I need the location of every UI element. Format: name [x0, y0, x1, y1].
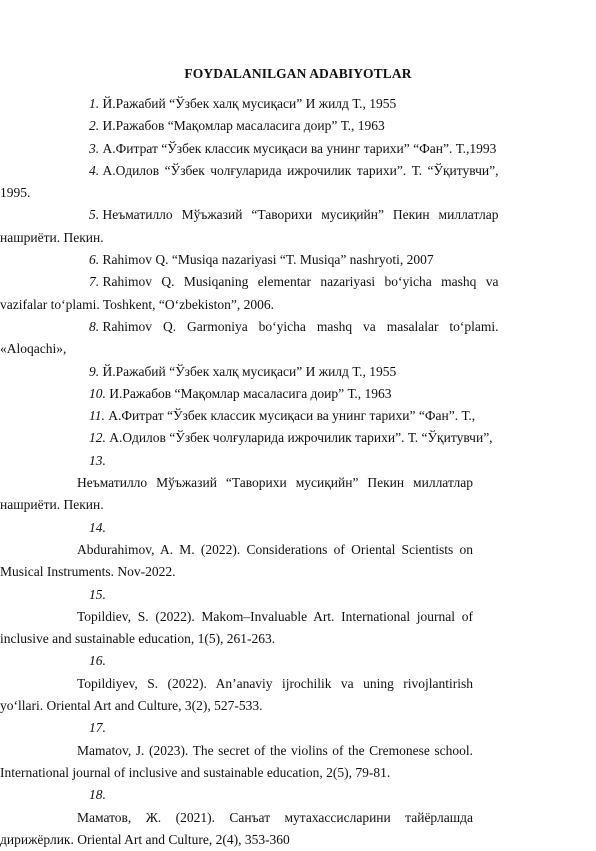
reference-text: Topildiev, S. (2022). Makom–Invaluable Art. International journal of — [77, 608, 473, 624]
reference-number: 4. — [89, 162, 100, 178]
reference-continuation: International journal of inclusive and sustainable education, 2(5), 79-81. — [0, 764, 391, 780]
reference-item — [77, 427, 502, 449]
reference-number: 8. — [89, 318, 100, 334]
reference-item — [77, 138, 502, 160]
reference-number: 17. — [89, 720, 106, 736]
reference-item — [0, 784, 502, 851]
reference-item — [0, 316, 502, 361]
reference-text: Topildiyev, S. (2022). An’anaviy ijrochilik va uning rivojlantirish — [77, 675, 473, 691]
reference-number: 3. — [89, 140, 100, 156]
reference-item — [77, 405, 502, 427]
reference-item — [0, 160, 502, 205]
reference-text: Неъматилло Мўъжазий “Таворихи мусиқийн” Пекин миллатлар — [102, 207, 499, 223]
reference-number: 12. — [89, 430, 106, 446]
reference-text: Й.Ражабий “Ўзбек халқ мусиқаси” И жилд Т., 1955 — [102, 363, 397, 379]
reference-text: Й.Ражабий “Ўзбек халқ мусиқаси” И жилд Т., 1955 — [102, 96, 397, 111]
reference-number: 10. — [89, 385, 106, 401]
page-title: FOYDALANILGAN ADABIYOTLAR — [184, 66, 412, 81]
reference-item — [0, 271, 502, 316]
reference-text: А.Одилов “Ўзбек чолғуларида ижрочилик тарихи”. Т. “Ўқитувчи”, — [102, 162, 499, 178]
reference-text: А.Одилов “Ўзбек чолғуларида ижрочилик тарихи”. Т. “Ўқитувчи”, — [109, 430, 493, 446]
reference-continuation: 1995. — [0, 185, 31, 201]
reference-number: 1. — [89, 96, 100, 111]
reference-item — [77, 383, 502, 405]
reference-item — [77, 115, 502, 137]
reference-text: Rahimov Q. “Musiqa nazariyasi “T. Musiqa” nashryoti, 2007 — [102, 252, 434, 268]
reference-continuation: inclusive and sustainable education, 1(5), 261-263. — [0, 631, 276, 647]
reference-item — [77, 93, 502, 115]
reference-item — [0, 517, 502, 584]
reference-text: И.Ражабов “Мақомлар масаласига доир” Т., 1963 — [109, 385, 392, 401]
reference-continuation: нашриёти. Пекин. — [0, 229, 104, 245]
reference-item — [0, 650, 502, 717]
reference-number: 16. — [89, 653, 106, 669]
reference-number: 5. — [89, 207, 100, 223]
reference-text: Неъматилло Мўъжазий “Таворихи мусиқийн” Пекин миллатлар — [77, 475, 473, 491]
reference-continuation: нашриёти. Пекин. — [0, 497, 104, 513]
reference-continuation: yoʻllari. Oriental Art and Culture, 3(2), 527-533. — [0, 698, 263, 714]
reference-number: 18. — [89, 787, 106, 803]
reference-text: Rahimov Q. Garmoniya boʻyicha mashq va masalalar toʻplami. — [102, 318, 499, 334]
reference-continuation: «Aloqachi», — [0, 341, 67, 357]
reference-number: 13. — [89, 452, 106, 468]
reference-text: Rahimov Q. Musiqaning elementar nazariyasi boʻyicha mashq va — [102, 274, 499, 290]
reference-continuation: дирижёрлик. Oriental Art and Culture, 2(4), 353-360 — [0, 831, 290, 847]
reference-number: 6. — [89, 252, 100, 268]
reference-text: И.Ражабов “Мақомлар масаласига доир” Т., 1963 — [102, 118, 385, 134]
reference-item — [0, 717, 502, 784]
reference-number: 11. — [89, 408, 105, 424]
reference-text: А.Фитрат “Ўзбек классик мусиқаси ва унинг тарихи” “Фан”. Т.,1993 — [102, 140, 497, 156]
reference-text: Mamatov, J. (2023). The secret of the violins of the Cremonese school. — [77, 742, 473, 758]
reference-number: 7. — [89, 274, 100, 290]
reference-item — [0, 450, 502, 517]
reference-number: 9. — [89, 363, 100, 379]
reference-item — [77, 361, 502, 383]
reference-number: 14. — [89, 519, 106, 535]
reference-item — [0, 584, 502, 651]
reference-list — [0, 93, 502, 851]
reference-number: 15. — [89, 586, 106, 602]
reference-text: Маматов, Ж. (2021). Санъат мутахассисларини тайёрлашда — [77, 809, 473, 825]
reference-text: А.Фитрат “Ўзбек классик мусиқаси ва унинг тарихи” “Фан”. Т., — [108, 408, 476, 424]
reference-continuation: vazifalar toʻplami. Toshkent, “Oʻzbekiston”, 2006. — [0, 296, 274, 312]
reference-text: Abdurahimov, A. M. (2022). Considerations of Oriental Scientists on — [77, 541, 473, 557]
reference-continuation: Musical Instruments. Nov-2022. — [0, 564, 176, 580]
reference-item — [77, 249, 502, 271]
reference-item — [0, 204, 502, 249]
reference-number: 2. — [89, 118, 100, 134]
